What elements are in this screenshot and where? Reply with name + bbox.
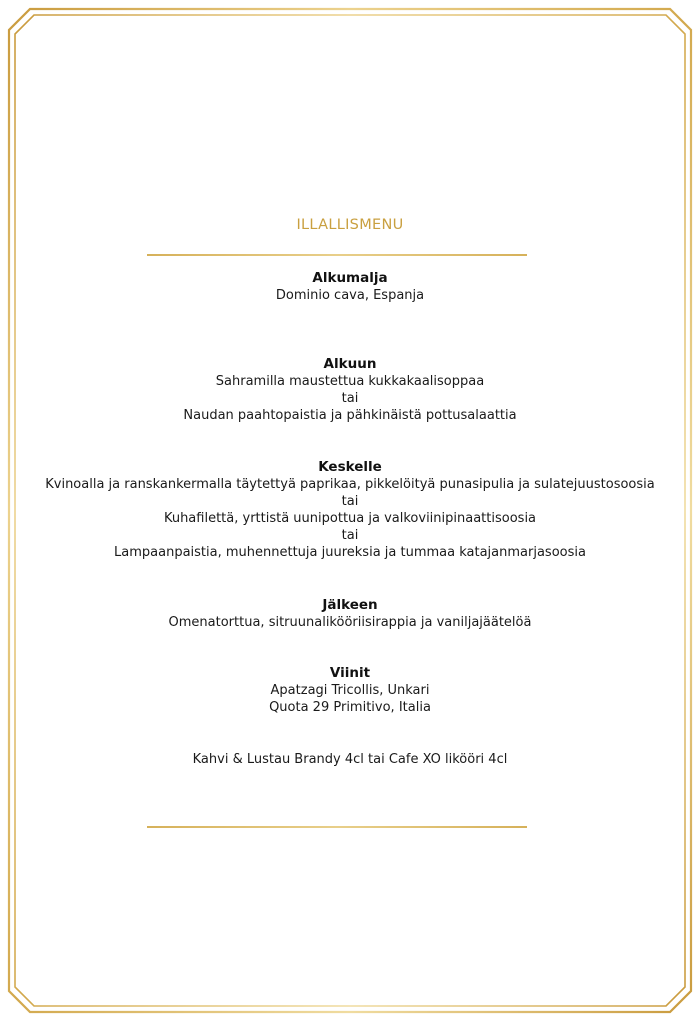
top-divider bbox=[147, 254, 527, 256]
menu-item: Kuhafilettä, yrttistä uunipottua ja valkoviinipinaattisoosia bbox=[163, 511, 537, 526]
wine-item: Apatzagi Tricollis, Unkari bbox=[270, 683, 430, 698]
section-alkumalja bbox=[0, 270, 700, 304]
menu-separator-or: tai bbox=[341, 391, 359, 406]
section-viinit bbox=[0, 665, 700, 716]
section-heading: Keskelle bbox=[318, 459, 382, 475]
wine-item: Quota 29 Primitivo, Italia bbox=[269, 700, 431, 715]
bottom-divider bbox=[147, 826, 527, 828]
menu-item: Lampaanpaistia, muhennettuja juureksia ja tummaa katajanmarjasoosia bbox=[114, 545, 586, 560]
menu-item: Kvinoalla ja ranskankermalla täytettyä paprikaa, pikkelöityä punasipulia ja sulatejuustosoosia bbox=[45, 477, 655, 492]
menu-item: Dominio cava, Espanja bbox=[275, 288, 425, 303]
section-alkuun bbox=[0, 356, 700, 424]
coffee-item: Kahvi & Lustau Brandy 4cl tai Cafe XO likööri 4cl bbox=[192, 752, 508, 767]
menu-item: Naudan paahtopaistia ja pähkinäistä pottusalaattia bbox=[183, 408, 517, 423]
menu-separator-or: tai bbox=[341, 528, 359, 543]
section-heading: Jälkeen bbox=[322, 597, 378, 613]
section-jalkeen bbox=[0, 597, 700, 631]
menu-item: Sahramilla maustettua kukkakaalisoppaa bbox=[215, 374, 485, 389]
section-keskelle bbox=[0, 459, 700, 561]
section-heading: Alkuun bbox=[323, 356, 377, 372]
section-coffee bbox=[0, 751, 700, 768]
menu-separator-or: tai bbox=[341, 494, 359, 509]
menu-item: Omenatorttua, sitruunalikööriisirappia ja vaniljajäätelöä bbox=[168, 615, 532, 630]
menu-title: ILLALLISMENU bbox=[296, 217, 404, 233]
section-heading: Viinit bbox=[329, 665, 371, 681]
section-heading: Alkumalja bbox=[312, 270, 388, 286]
